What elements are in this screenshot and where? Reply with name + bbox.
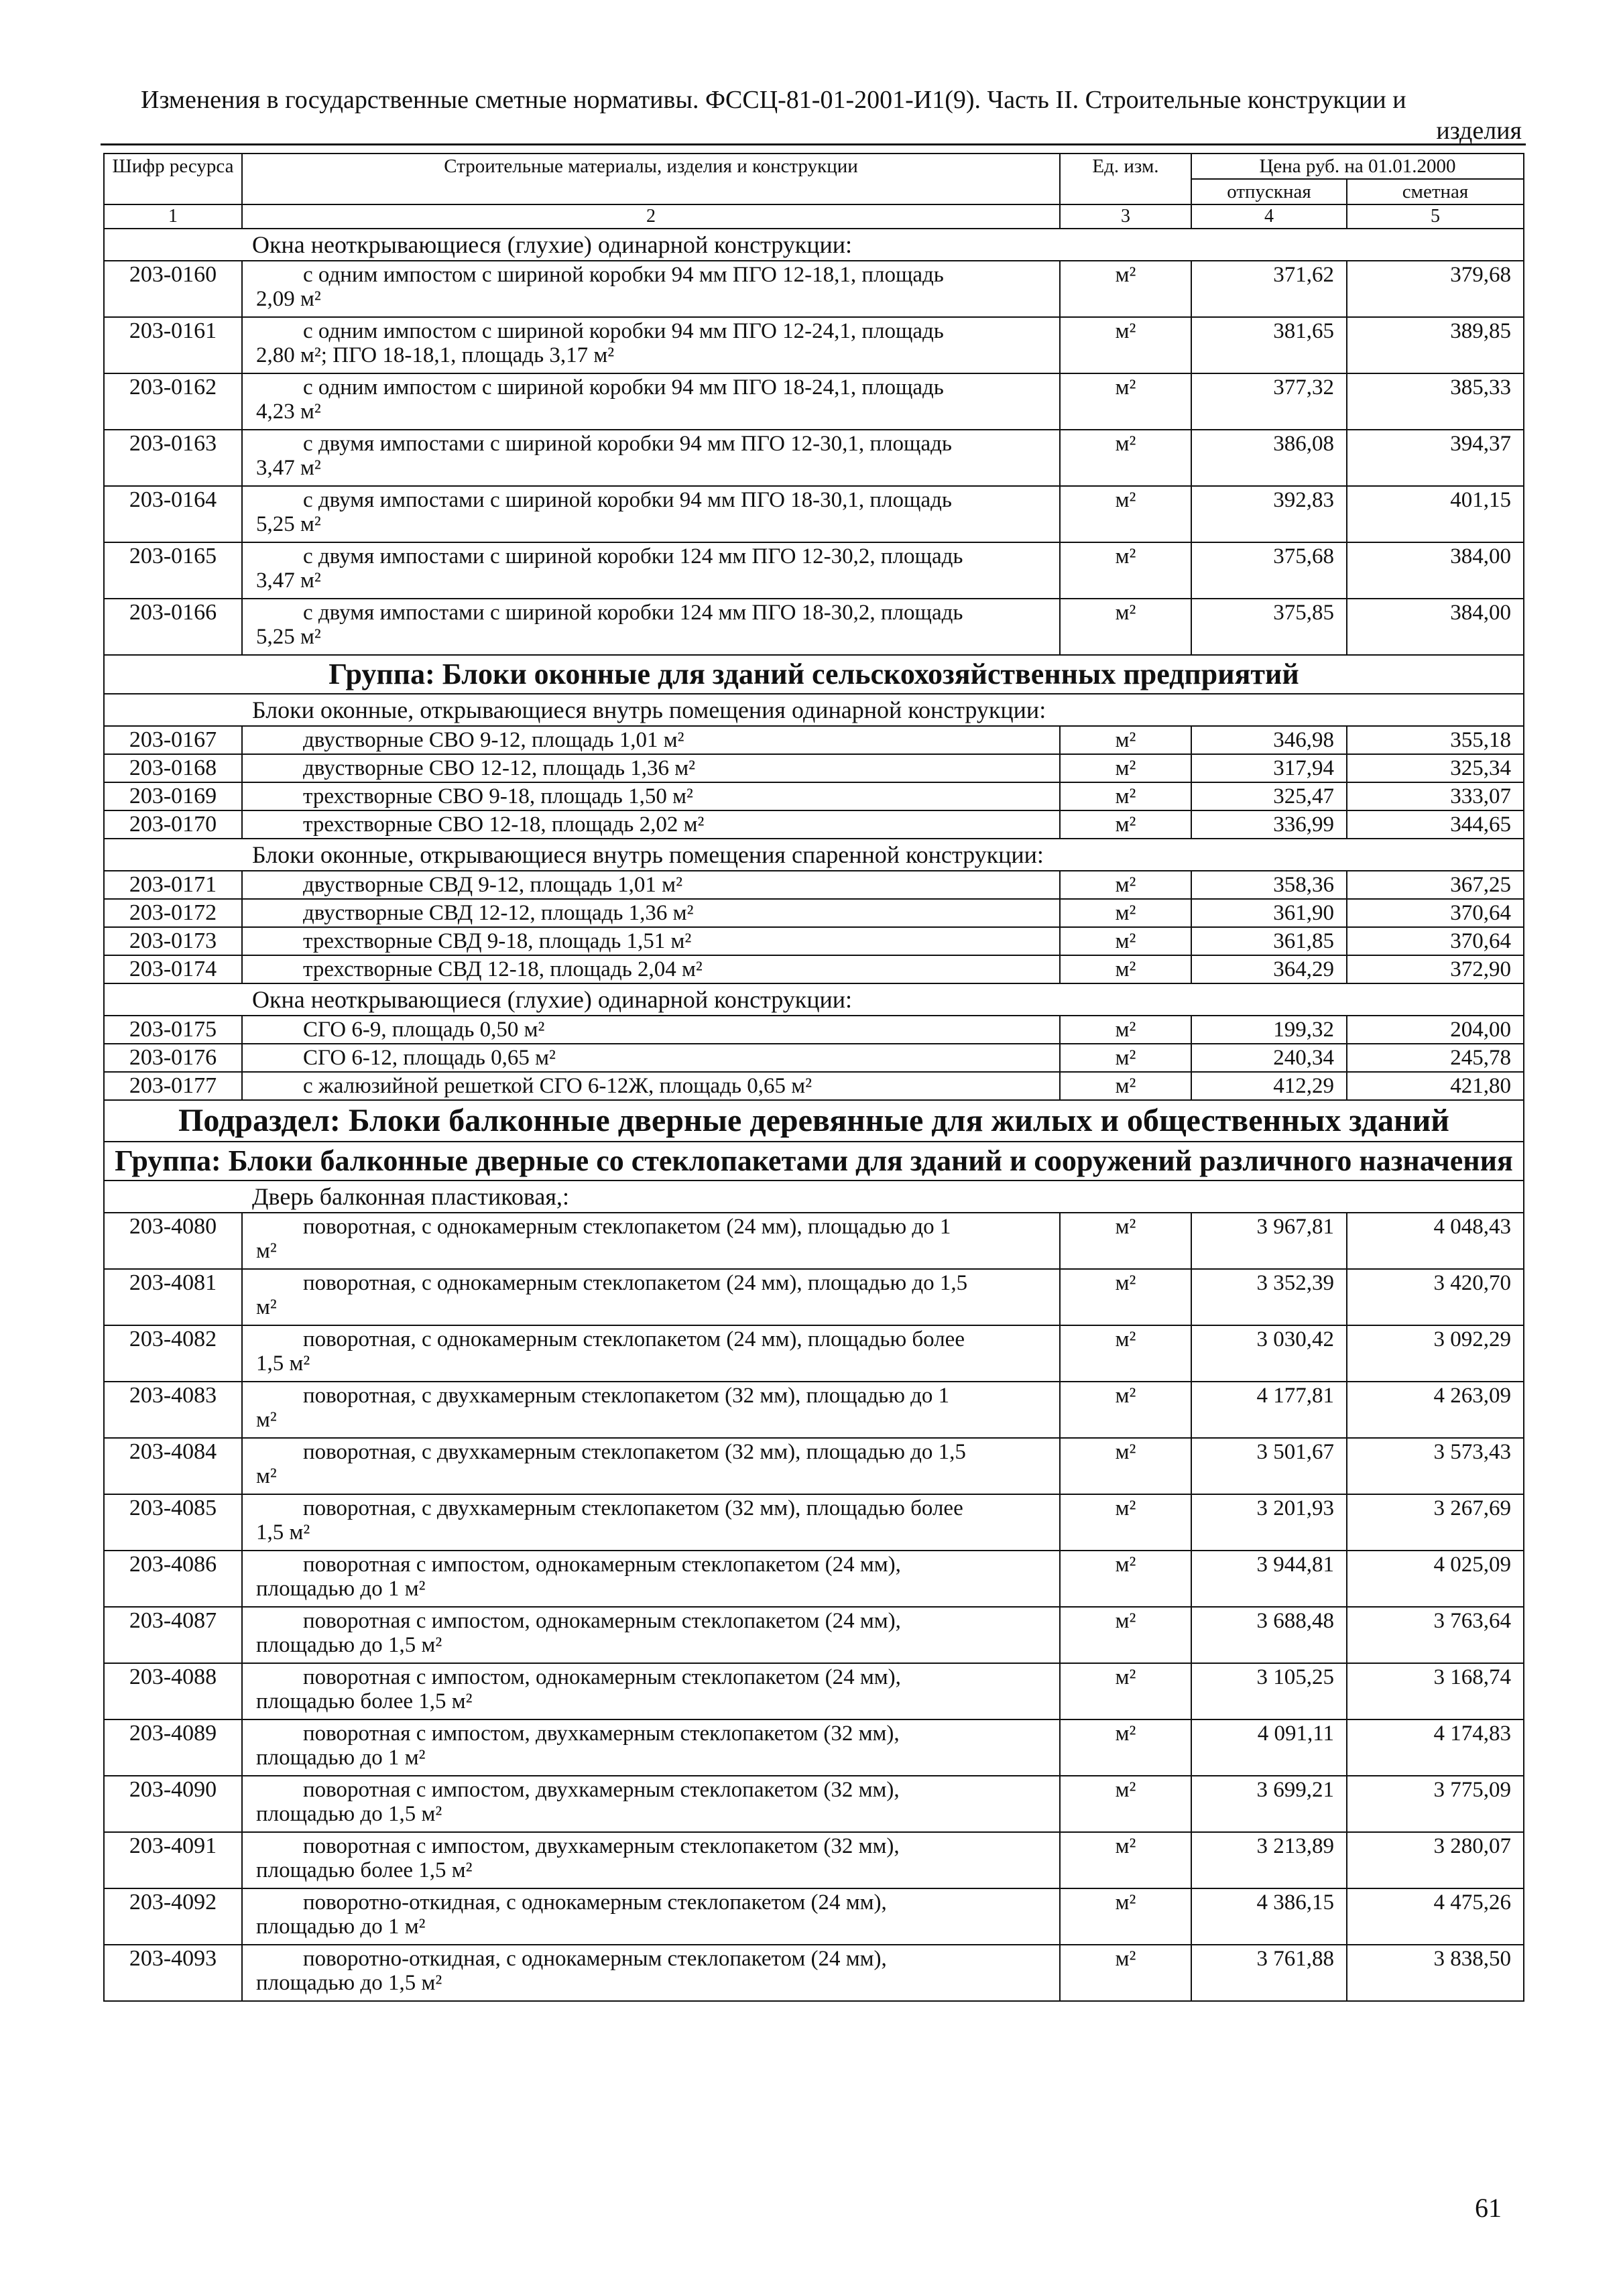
description-line-1: поворотная с импостом, двухкамерным стеклопакетом (32 мм),	[303, 1834, 900, 1858]
col-code-header: Шифр ресурса	[104, 154, 242, 204]
release-price: 358,36	[1191, 871, 1347, 899]
description-line-2: 4,23 м²	[256, 400, 321, 424]
release-price: 317,94	[1191, 754, 1347, 782]
col-number: 2	[242, 204, 1060, 229]
table-row	[104, 1269, 1524, 1325]
item-description	[242, 1269, 1060, 1325]
estimate-price: 389,85	[1347, 317, 1524, 373]
section-label: Блоки оконные, открывающиеся внутрь помещения спаренной конструкции:	[104, 839, 1524, 871]
unit-cell: м²	[1060, 1213, 1191, 1269]
header-line-1: Изменения в государственные сметные нормативы. ФССЦ-81-01-2001-И1(9). Часть II. Строительные конструкции и	[141, 86, 1406, 114]
description-line-1: поворотная, с двухкамерным стеклопакетом (32 мм), площадью до 1	[303, 1384, 950, 1408]
release-price: 346,98	[1191, 726, 1347, 754]
table-row	[104, 1438, 1524, 1494]
section-row	[104, 229, 1524, 261]
description-line-1: поворотная с импостом, двухкамерным стеклопакетом (32 мм),	[303, 1721, 900, 1746]
description-line-1: двустворные СВО 9-12, площадь 1,01 м²	[303, 728, 684, 752]
table-row	[104, 871, 1524, 899]
table-row	[104, 1072, 1524, 1100]
section-row	[104, 1181, 1524, 1213]
resource-code: 203-0177	[104, 1072, 242, 1100]
estimate-price: 3 267,69	[1347, 1494, 1524, 1551]
description-line-1: трехстворные СВО 12-18, площадь 2,02 м²	[303, 812, 705, 837]
release-price: 3 944,81	[1191, 1551, 1347, 1607]
item-description	[242, 486, 1060, 542]
unit-cell: м²	[1060, 782, 1191, 810]
unit-cell: м²	[1060, 430, 1191, 486]
description-line-2: 5,25 м²	[256, 625, 321, 649]
resource-code: 203-0163	[104, 430, 242, 486]
release-price: 3 201,93	[1191, 1494, 1347, 1551]
description-line-2: площадью до 1 м²	[256, 1915, 426, 1939]
col-number: 1	[104, 204, 242, 229]
estimate-price: 370,64	[1347, 927, 1524, 955]
description-line-1: с одним импостом с шириной коробки 94 мм ПГО 18-24,1, площадь	[303, 375, 944, 400]
release-price: 325,47	[1191, 782, 1347, 810]
table-row	[104, 782, 1524, 810]
estimate-price: 4 475,26	[1347, 1888, 1524, 1945]
description-line-1: поворотно-откидная, с однокамерным стеклопакетом (24 мм),	[303, 1890, 887, 1915]
table-row	[104, 726, 1524, 754]
resource-code: 203-4085	[104, 1494, 242, 1551]
description-line-1: поворотная, с двухкамерным стеклопакетом (32 мм), площадью до 1,5	[303, 1440, 966, 1464]
table-row	[104, 1719, 1524, 1776]
estimate-price: 204,00	[1347, 1016, 1524, 1044]
section-row	[104, 694, 1524, 726]
section-label: Окна неоткрывающиеся (глухие) одинарной конструкции:	[104, 983, 1524, 1016]
resource-code: 203-4090	[104, 1776, 242, 1832]
item-description	[242, 899, 1060, 927]
item-description	[242, 1213, 1060, 1269]
description-line-1: СГО 6-12, площадь 0,65 м²	[303, 1046, 556, 1070]
description-line-2: 1,5 м²	[256, 1351, 310, 1376]
unit-cell: м²	[1060, 542, 1191, 599]
unit-cell: м²	[1060, 599, 1191, 655]
group-title: Группа: Блоки балконные дверные со стеклопакетами для зданий и сооружений различного назначения	[104, 1142, 1524, 1181]
release-price: 361,90	[1191, 899, 1347, 927]
resource-code: 203-4087	[104, 1607, 242, 1663]
unit-cell: м²	[1060, 486, 1191, 542]
release-price: 3 352,39	[1191, 1269, 1347, 1325]
col-unit-header: Ед. изм.	[1060, 154, 1191, 204]
description-line-2: площадью до 1 м²	[256, 1577, 426, 1601]
unit-cell: м²	[1060, 1044, 1191, 1072]
description-line-2: 1,5 м²	[256, 1520, 310, 1545]
item-description	[242, 1945, 1060, 2001]
description-line-1: поворотная, с однокамерным стеклопакетом (24 мм), площадью до 1	[303, 1215, 951, 1239]
description-line-2: площадью до 1,5 м²	[256, 1802, 442, 1826]
description-line-1: с двумя импостами с шириной коробки 124 мм ПГО 18-30,2, площадь	[303, 601, 963, 625]
description-line-2: площадью до 1 м²	[256, 1746, 426, 1770]
resource-code: 203-4086	[104, 1551, 242, 1607]
table-row	[104, 599, 1524, 655]
item-description	[242, 927, 1060, 955]
subsection-row	[104, 1100, 1524, 1142]
release-price: 361,85	[1191, 927, 1347, 955]
table-row	[104, 1382, 1524, 1438]
release-price: 375,85	[1191, 599, 1347, 655]
description-line-2: площадью до 1,5 м²	[256, 1971, 442, 1995]
estimate-price: 401,15	[1347, 486, 1524, 542]
resource-code: 203-0175	[104, 1016, 242, 1044]
header-line-2: изделия	[1436, 117, 1522, 145]
col-number: 3	[1060, 204, 1191, 229]
estimate-price: 3 092,29	[1347, 1325, 1524, 1382]
table-row	[104, 1494, 1524, 1551]
price-table	[103, 153, 1524, 2002]
item-description	[242, 1044, 1060, 1072]
item-description	[242, 1551, 1060, 1607]
release-price: 240,34	[1191, 1044, 1347, 1072]
release-price: 375,68	[1191, 542, 1347, 599]
item-description	[242, 1016, 1060, 1044]
subsection-title: Подраздел: Блоки балконные дверные деревянные для жилых и общественных зданий	[104, 1100, 1524, 1142]
unit-cell: м²	[1060, 955, 1191, 983]
table-row	[104, 1945, 1524, 2001]
estimate-price: 379,68	[1347, 261, 1524, 317]
item-description	[242, 1438, 1060, 1494]
section-row	[104, 839, 1524, 871]
estimate-price: 325,34	[1347, 754, 1524, 782]
description-line-1: с одним импостом с шириной коробки 94 мм ПГО 12-18,1, площадь	[303, 263, 944, 287]
item-description	[242, 1776, 1060, 1832]
table-row	[104, 1016, 1524, 1044]
description-line-2: м²	[256, 1239, 277, 1263]
unit-cell: м²	[1060, 1607, 1191, 1663]
description-line-2: площадью до 1,5 м²	[256, 1633, 442, 1657]
unit-cell: м²	[1060, 927, 1191, 955]
release-price: 3 030,42	[1191, 1325, 1347, 1382]
unit-cell: м²	[1060, 1016, 1191, 1044]
release-price: 3 967,81	[1191, 1213, 1347, 1269]
unit-cell: м²	[1060, 810, 1191, 839]
resource-code: 203-0160	[104, 261, 242, 317]
description-line-1: поворотная, с однокамерным стеклопакетом (24 мм), площадью до 1,5	[303, 1271, 968, 1295]
unit-cell: м²	[1060, 317, 1191, 373]
item-description	[242, 754, 1060, 782]
release-price: 3 699,21	[1191, 1776, 1347, 1832]
item-description	[242, 1832, 1060, 1888]
resource-code: 203-4080	[104, 1213, 242, 1269]
item-description	[242, 542, 1060, 599]
resource-code: 203-4081	[104, 1269, 242, 1325]
description-line-1: трехстворные СВО 9-18, площадь 1,50 м²	[303, 784, 693, 808]
resource-code: 203-0165	[104, 542, 242, 599]
table-row	[104, 373, 1524, 430]
item-description	[242, 955, 1060, 983]
release-price: 377,32	[1191, 373, 1347, 430]
section-label: Окна неоткрывающиеся (глухие) одинарной конструкции:	[104, 229, 1524, 261]
col-name-header: Строительные материалы, изделия и конструкции	[242, 154, 1060, 204]
estimate-price: 344,65	[1347, 810, 1524, 839]
description-line-1: с двумя импостами с шириной коробки 94 мм ПГО 12-30,1, площадь	[303, 432, 952, 456]
item-description	[242, 1382, 1060, 1438]
description-line-1: СГО 6-9, площадь 0,50 м²	[303, 1018, 545, 1042]
item-description	[242, 430, 1060, 486]
resource-code: 203-0174	[104, 955, 242, 983]
item-description	[242, 1325, 1060, 1382]
page-number: 61	[1475, 2193, 1502, 2223]
description-line-1: с одним импостом с шириной коробки 94 мм ПГО 12-24,1, площадь	[303, 319, 944, 343]
table-header-row	[104, 154, 1524, 179]
item-description	[242, 782, 1060, 810]
table-row	[104, 1776, 1524, 1832]
estimate-price: 333,07	[1347, 782, 1524, 810]
release-price: 3 688,48	[1191, 1607, 1347, 1663]
table-row	[104, 430, 1524, 486]
col-number: 5	[1347, 204, 1524, 229]
release-price: 3 105,25	[1191, 1663, 1347, 1719]
resource-code: 203-0168	[104, 754, 242, 782]
col-number: 4	[1191, 204, 1347, 229]
resource-code: 203-0172	[104, 899, 242, 927]
item-description	[242, 261, 1060, 317]
unit-cell: м²	[1060, 726, 1191, 754]
description-line-1: поворотная, с однокамерным стеклопакетом (24 мм), площадью более	[303, 1327, 965, 1351]
table-row	[104, 754, 1524, 782]
description-line-1: поворотная с импостом, однокамерным стеклопакетом (24 мм),	[303, 1553, 901, 1577]
item-description	[242, 317, 1060, 373]
release-price: 364,29	[1191, 955, 1347, 983]
estimate-price: 4 048,43	[1347, 1213, 1524, 1269]
unit-cell: м²	[1060, 899, 1191, 927]
release-price: 3 501,67	[1191, 1438, 1347, 1494]
release-price: 412,29	[1191, 1072, 1347, 1100]
table-row	[104, 1213, 1524, 1269]
release-price: 4 177,81	[1191, 1382, 1347, 1438]
col-price-header: Цена руб. на 01.01.2000	[1191, 154, 1524, 179]
estimate-price: 372,90	[1347, 955, 1524, 983]
description-line-1: поворотная с импостом, двухкамерным стеклопакетом (32 мм),	[303, 1778, 900, 1802]
section-label: Дверь балконная пластиковая,:	[104, 1181, 1524, 1213]
description-line-1: поворотная, с двухкамерным стеклопакетом (32 мм), площадью более	[303, 1496, 963, 1520]
estimate-price: 370,64	[1347, 899, 1524, 927]
description-line-2: 5,25 м²	[256, 512, 321, 536]
item-description	[242, 1072, 1060, 1100]
item-description	[242, 810, 1060, 839]
estimate-price: 421,80	[1347, 1072, 1524, 1100]
description-line-2: 2,09 м²	[256, 287, 321, 311]
release-price: 381,65	[1191, 317, 1347, 373]
resource-code: 203-0164	[104, 486, 242, 542]
unit-cell: м²	[1060, 1325, 1191, 1382]
section-row	[104, 983, 1524, 1016]
description-line-1: поворотно-откидная, с однокамерным стеклопакетом (24 мм),	[303, 1947, 887, 1971]
page-header	[141, 84, 1528, 146]
description-line-1: поворотная с импостом, однокамерным стеклопакетом (24 мм),	[303, 1609, 901, 1633]
description-line-1: трехстворные СВД 12-18, площадь 2,04 м²	[303, 957, 703, 981]
table-row	[104, 1607, 1524, 1663]
group-row	[104, 655, 1524, 694]
resource-code: 203-4088	[104, 1663, 242, 1719]
resource-code: 203-4089	[104, 1719, 242, 1776]
resource-code: 203-0173	[104, 927, 242, 955]
item-description	[242, 373, 1060, 430]
header-rule	[101, 143, 1526, 145]
estimate-price: 385,33	[1347, 373, 1524, 430]
item-description	[242, 1663, 1060, 1719]
item-description	[242, 1607, 1060, 1663]
description-line-2: м²	[256, 1295, 277, 1319]
unit-cell: м²	[1060, 1072, 1191, 1100]
estimate-price: 4 174,83	[1347, 1719, 1524, 1776]
table-row	[104, 810, 1524, 839]
estimate-price: 3 280,07	[1347, 1832, 1524, 1888]
description-line-2: м²	[256, 1408, 277, 1432]
estimate-price: 355,18	[1347, 726, 1524, 754]
section-label: Блоки оконные, открывающиеся внутрь помещения одинарной конструкции:	[104, 694, 1524, 726]
resource-code: 203-0170	[104, 810, 242, 839]
unit-cell: м²	[1060, 871, 1191, 899]
resource-code: 203-0161	[104, 317, 242, 373]
release-price: 3 213,89	[1191, 1832, 1347, 1888]
group-title: Группа: Блоки оконные для зданий сельскохозяйственных предприятий	[104, 655, 1524, 694]
estimate-price: 384,00	[1347, 599, 1524, 655]
unit-cell: м²	[1060, 1832, 1191, 1888]
description-line-1: поворотная с импостом, однокамерным стеклопакетом (24 мм),	[303, 1665, 901, 1689]
unit-cell: м²	[1060, 1551, 1191, 1607]
description-line-2: площадью более 1,5 м²	[256, 1858, 473, 1882]
description-line-1: трехстворные СВД 9-18, площадь 1,51 м²	[303, 929, 692, 953]
release-price: 386,08	[1191, 430, 1347, 486]
unit-cell: м²	[1060, 754, 1191, 782]
description-line-2: м²	[256, 1464, 277, 1488]
unit-cell: м²	[1060, 373, 1191, 430]
estimate-price: 4 263,09	[1347, 1382, 1524, 1438]
item-description	[242, 871, 1060, 899]
col-release-header: отпускная	[1191, 179, 1347, 204]
unit-cell: м²	[1060, 1494, 1191, 1551]
resource-code: 203-0166	[104, 599, 242, 655]
description-line-1: двустворные СВД 12-12, площадь 1,36 м²	[303, 901, 694, 925]
table-row	[104, 927, 1524, 955]
resource-code: 203-0169	[104, 782, 242, 810]
estimate-price: 3 763,64	[1347, 1607, 1524, 1663]
table-row	[104, 1551, 1524, 1607]
unit-cell: м²	[1060, 1888, 1191, 1945]
description-line-1: двустворные СВД 9-12, площадь 1,01 м²	[303, 873, 682, 897]
estimate-price: 245,78	[1347, 1044, 1524, 1072]
estimate-price: 3 168,74	[1347, 1663, 1524, 1719]
resource-code: 203-0167	[104, 726, 242, 754]
resource-code: 203-4093	[104, 1945, 242, 2001]
description-line-2: площадью более 1,5 м²	[256, 1689, 473, 1713]
table-row	[104, 1832, 1524, 1888]
item-description	[242, 599, 1060, 655]
resource-code: 203-0176	[104, 1044, 242, 1072]
resource-code: 203-4084	[104, 1438, 242, 1494]
resource-code: 203-4091	[104, 1832, 242, 1888]
table-row	[104, 317, 1524, 373]
release-price: 3 761,88	[1191, 1945, 1347, 2001]
description-line-2: 3,47 м²	[256, 456, 321, 480]
release-price: 371,62	[1191, 261, 1347, 317]
description-line-2: 2,80 м²; ПГО 18-18,1, площадь 3,17 м²	[256, 343, 615, 367]
description-line-1: двустворные СВО 12-12, площадь 1,36 м²	[303, 756, 696, 780]
estimate-price: 384,00	[1347, 542, 1524, 599]
estimate-price: 3 775,09	[1347, 1776, 1524, 1832]
table-row	[104, 261, 1524, 317]
unit-cell: м²	[1060, 1382, 1191, 1438]
release-price: 392,83	[1191, 486, 1347, 542]
table-row	[104, 1044, 1524, 1072]
unit-cell: м²	[1060, 1719, 1191, 1776]
estimate-price: 3 420,70	[1347, 1269, 1524, 1325]
item-description	[242, 1888, 1060, 1945]
unit-cell: м²	[1060, 1776, 1191, 1832]
col-estimate-header: сметная	[1347, 179, 1524, 204]
table-row	[104, 955, 1524, 983]
item-description	[242, 1494, 1060, 1551]
unit-cell: м²	[1060, 1438, 1191, 1494]
table-row	[104, 1663, 1524, 1719]
resource-code: 203-0162	[104, 373, 242, 430]
table-row	[104, 486, 1524, 542]
description-line-1: с двумя импостами с шириной коробки 124 мм ПГО 12-30,2, площадь	[303, 544, 963, 568]
table-row	[104, 899, 1524, 927]
column-number-row	[104, 204, 1524, 229]
unit-cell: м²	[1060, 1269, 1191, 1325]
resource-code: 203-4083	[104, 1382, 242, 1438]
table-row	[104, 1888, 1524, 1945]
item-description	[242, 1719, 1060, 1776]
table-row	[104, 1325, 1524, 1382]
item-description	[242, 726, 1060, 754]
description-line-2: 3,47 м²	[256, 568, 321, 593]
estimate-price: 3 573,43	[1347, 1438, 1524, 1494]
release-price: 4 091,11	[1191, 1719, 1347, 1776]
release-price: 199,32	[1191, 1016, 1347, 1044]
release-price: 336,99	[1191, 810, 1347, 839]
unit-cell: м²	[1060, 1945, 1191, 2001]
resource-code: 203-4082	[104, 1325, 242, 1382]
estimate-price: 394,37	[1347, 430, 1524, 486]
resource-code: 203-4092	[104, 1888, 242, 1945]
table-row	[104, 542, 1524, 599]
description-line-1: с двумя импостами с шириной коробки 94 мм ПГО 18-30,1, площадь	[303, 488, 952, 512]
unit-cell: м²	[1060, 1663, 1191, 1719]
resource-code: 203-0171	[104, 871, 242, 899]
unit-cell: м²	[1060, 261, 1191, 317]
description-line-1: с жалюзийной решеткой СГО 6-12Ж, площадь 0,65 м²	[303, 1074, 813, 1098]
estimate-price: 4 025,09	[1347, 1551, 1524, 1607]
release-price: 4 386,15	[1191, 1888, 1347, 1945]
estimate-price: 3 838,50	[1347, 1945, 1524, 2001]
group-row	[104, 1142, 1524, 1181]
estimate-price: 367,25	[1347, 871, 1524, 899]
